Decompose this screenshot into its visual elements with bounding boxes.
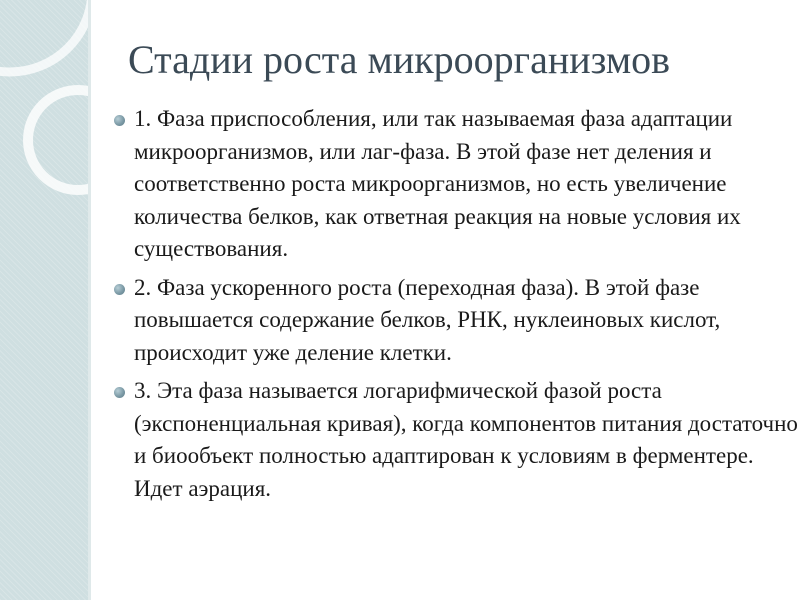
bullet-item <box>112 272 798 370</box>
bullet-text: 3. Эта фаза называется логарифмической фазой роста (экспоненциальная кривая), когда компонентов питания достаточно и биообъект полностью адаптирован к условиям в ферментере. Идет аэрация. <box>134 378 798 501</box>
bullet-dot-icon <box>114 387 125 398</box>
slide-title: Стадии роста микроорганизмов <box>128 37 671 82</box>
decorative-circle-top <box>0 0 88 72</box>
band-divider <box>88 0 91 600</box>
bullet-item <box>112 103 798 266</box>
bullet-text: 1. Фаза приспособления, или так называемая фаза адаптации микроорганизмов, или лаг-фаза. В этой фазе нет деления и соответственно роста микроорганизмов, но есть увеличение количества белков, как ответная реакция на новые условия их существования. <box>134 106 741 261</box>
decorative-side-band <box>0 0 88 600</box>
bullet-text: 2. Фаза ускоренного роста (переходная фаза). В этой фазе повышается содержание белков, РНК, нуклеиновых кислот, происходит уже деление клетки. <box>134 274 721 365</box>
decorative-circles <box>0 0 88 600</box>
bullet-dot-icon <box>114 284 125 295</box>
decorative-circle-middle <box>28 90 88 190</box>
bullet-list <box>112 103 798 511</box>
bullet-item <box>112 375 798 505</box>
bullet-dot-icon <box>114 115 125 126</box>
